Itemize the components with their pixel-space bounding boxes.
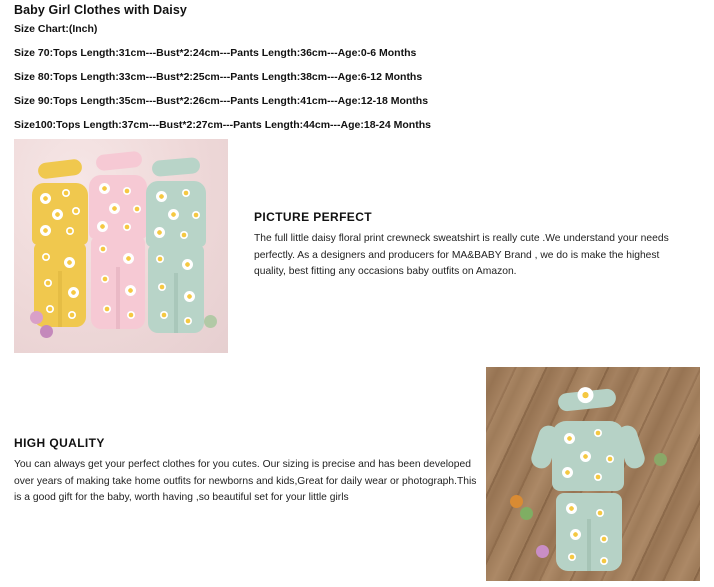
prop-leaf bbox=[204, 315, 217, 328]
prop-flower bbox=[536, 545, 549, 558]
mint-sweatshirt bbox=[146, 181, 206, 247]
prop-leaf bbox=[520, 507, 533, 520]
section-heading-high-quality: HIGH QUALITY bbox=[14, 436, 105, 450]
yellow-sweatshirt bbox=[32, 183, 88, 245]
prop-flower bbox=[30, 311, 43, 324]
mint-pants bbox=[148, 245, 204, 333]
prop-flower bbox=[40, 325, 53, 338]
three-daisy-outfits-photo bbox=[14, 139, 228, 353]
size-chart-heading: Size Chart:(Inch) bbox=[14, 23, 98, 35]
section-heading-picture-perfect: PICTURE PERFECT bbox=[254, 210, 373, 224]
size-chart-row: Size 80:Tops Length:33cm---Bust*2:25cm---Pants Length:38cm---Age:6-12 Months bbox=[14, 71, 423, 83]
size-chart-row: Size100:Tops Length:37cm---Bust*2:27cm---Pants Length:44cm---Age:18-24 Months bbox=[14, 119, 431, 131]
mint-pants bbox=[556, 493, 622, 571]
pink-sweatshirt bbox=[89, 175, 147, 239]
mint-daisy-outfit-photo bbox=[486, 367, 700, 581]
mint-sweatshirt bbox=[552, 421, 624, 491]
size-chart-row: Size 70:Tops Length:31cm---Bust*2:24cm---Pants Length:36cm---Age:0-6 Months bbox=[14, 47, 417, 59]
section-body-picture-perfect: The full little daisy floral print crewneck sweatshirt is really cute .We understand your needs perfectly. As a designers and producers for MA&BABY Brand , we do is make the highest quality, best fitting any occasions baby outfits on Amazon. bbox=[254, 233, 669, 277]
page-title: Baby Girl Clothes with Daisy bbox=[14, 3, 187, 17]
section-body-high-quality: You can always get your perfect clothes for you cutes. Our sizing is precise and has been developed over years of making take home outfits for newborns and kids,Great for daily wear or photograph.This is a good gift for the baby, worth having ,so beautiful set for your little girls bbox=[14, 459, 477, 503]
prop-leaf bbox=[654, 453, 667, 466]
size-chart-row: Size 90:Tops Length:35cm---Bust*2:26cm---Pants Length:41cm---Age:12-18 Months bbox=[14, 95, 429, 107]
pink-pants bbox=[91, 237, 145, 329]
prop-flower bbox=[510, 495, 523, 508]
